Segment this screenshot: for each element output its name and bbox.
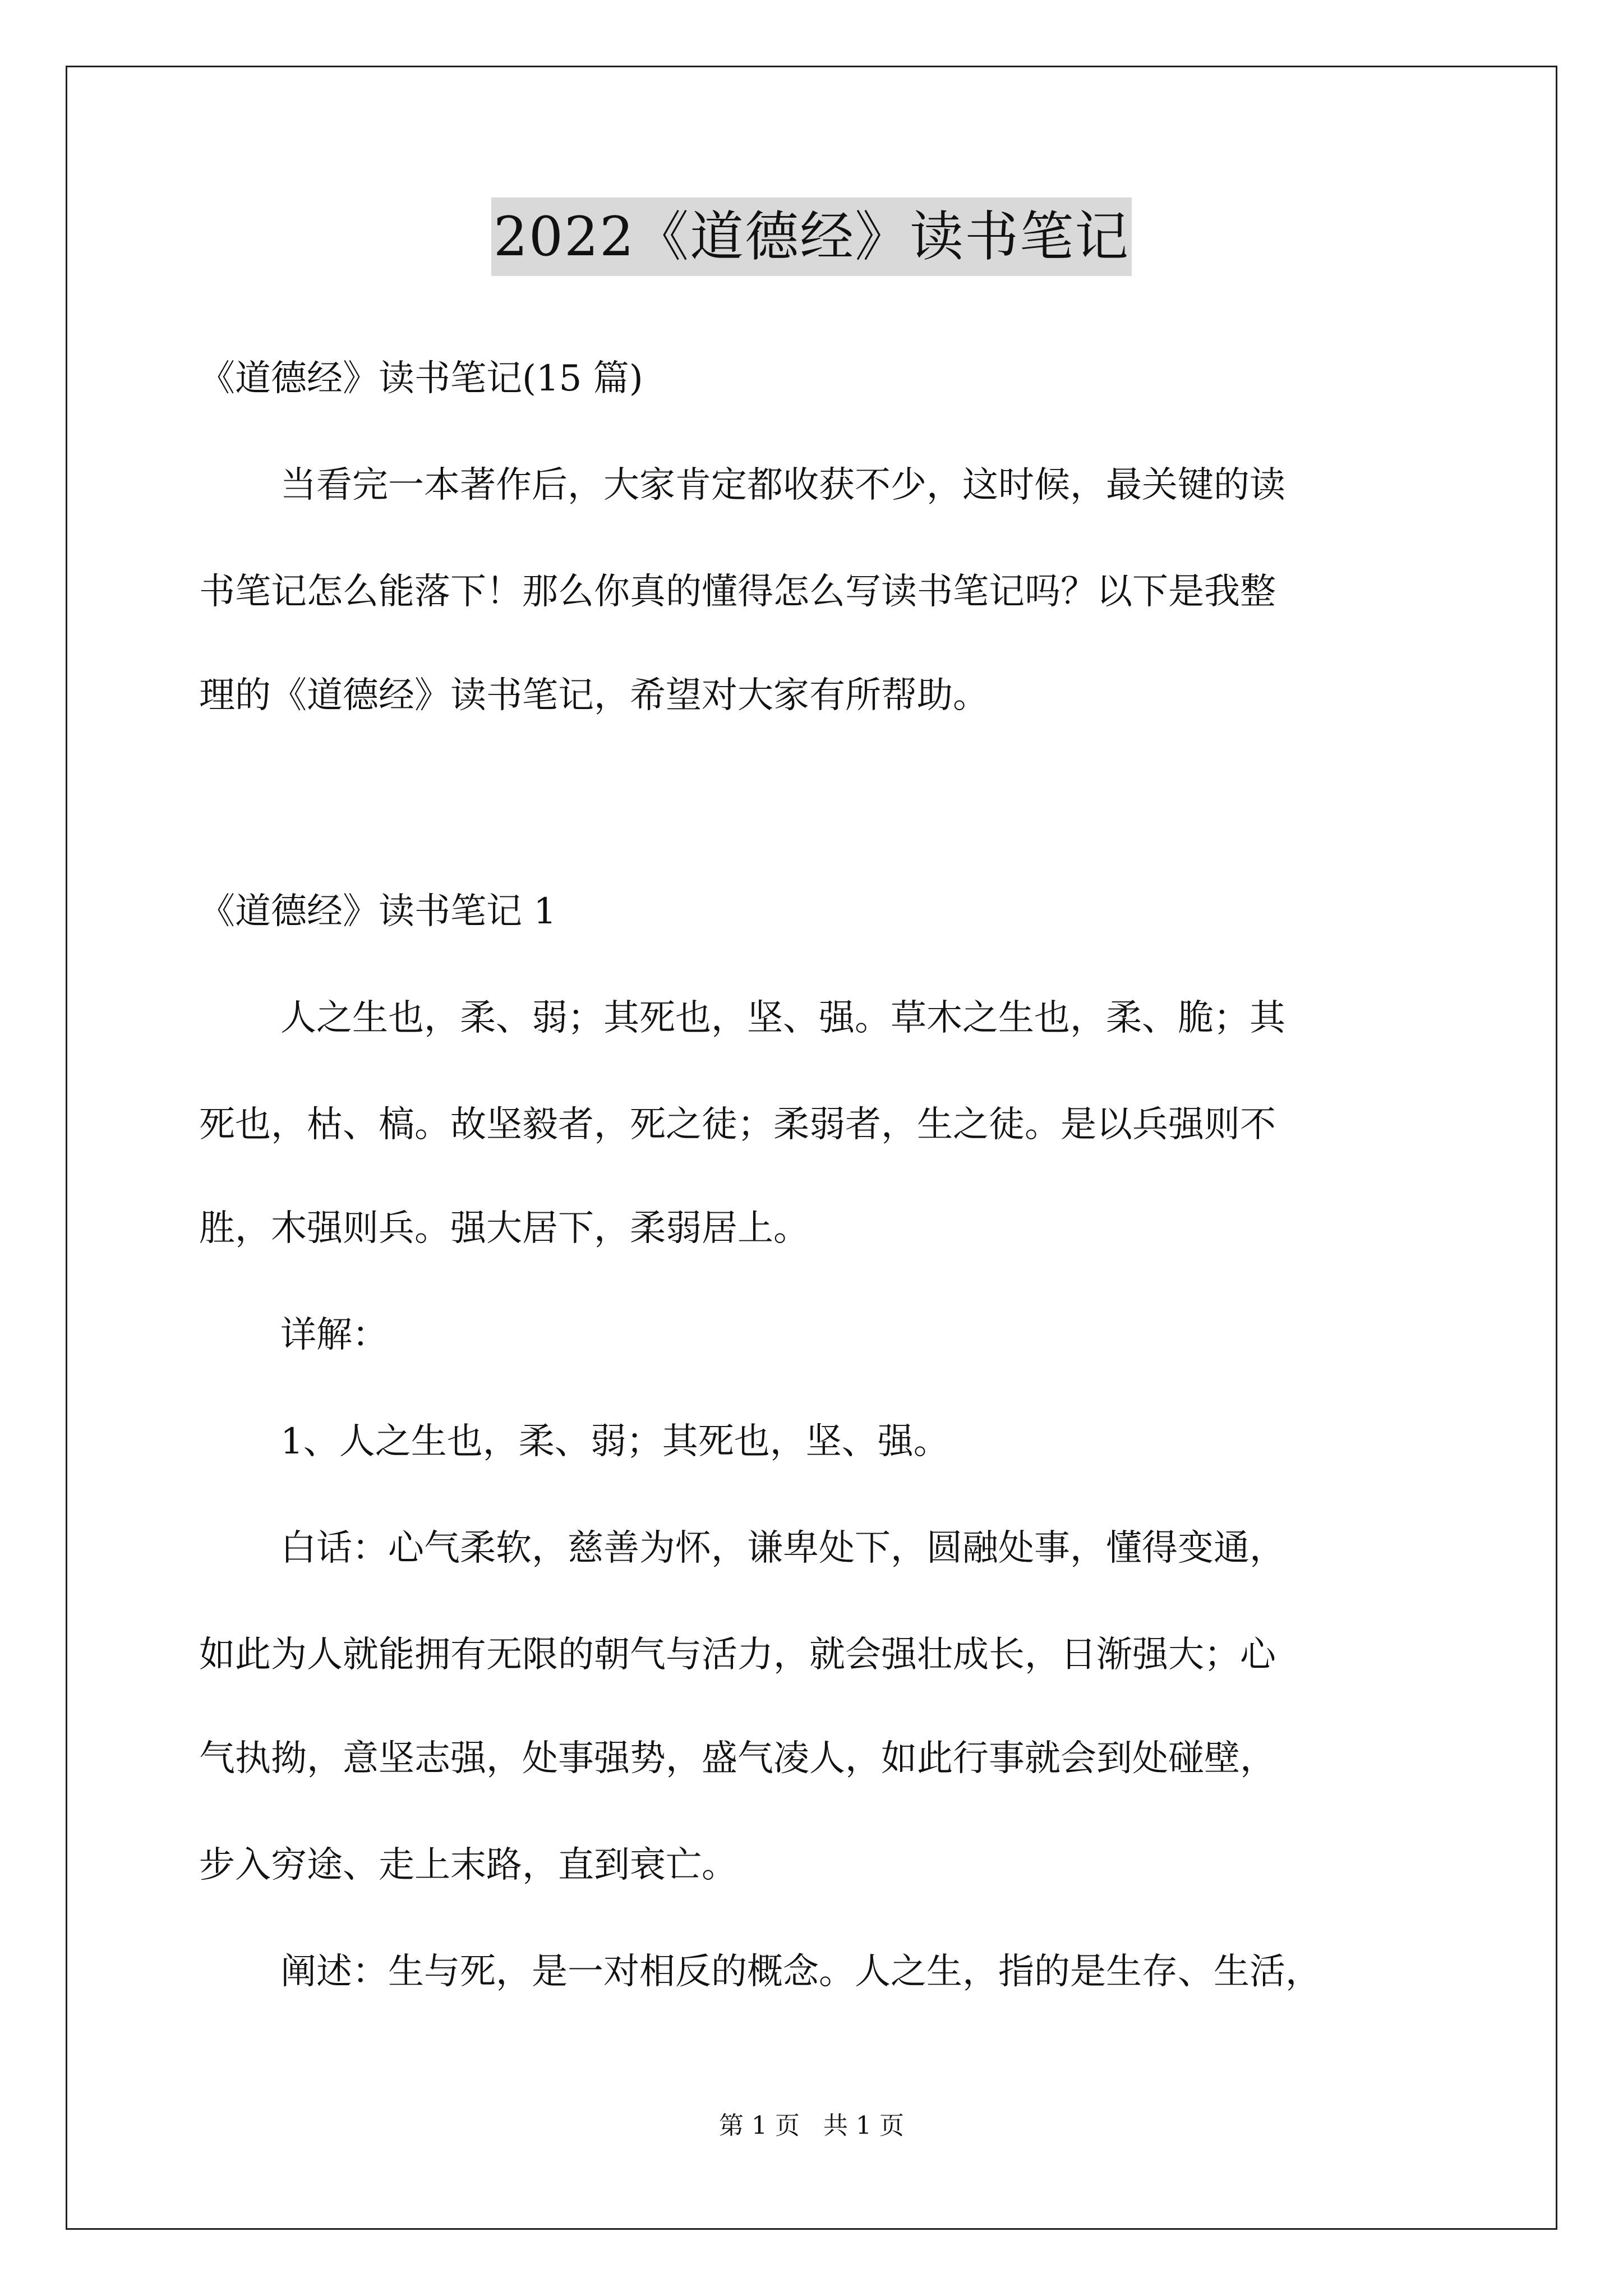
- quote-line-1: 人之生也，柔、弱；其死也，坚、强。草木之生也，柔、脆；其: [280, 997, 1285, 1039]
- intro-line-2: 书笔记怎么能落下！那么你真的懂得怎么写读书笔记吗？以下是我整: [199, 571, 1276, 613]
- title-container: [0, 197, 1623, 276]
- intro-line-1: 当看完一本著作后，大家肯定都收获不少，这时候，最关键的读: [280, 464, 1285, 506]
- intro-line-3: 理的《道德经》读书笔记，希望对大家有所帮助。: [199, 675, 989, 716]
- quote-line-3: 胜，木强则兵。强大居下，柔弱居上。: [199, 1208, 809, 1249]
- quote-line-2: 死也，枯、槁。故坚毅者，死之徒；柔弱者，生之徒。是以兵强则不: [199, 1104, 1276, 1145]
- section-heading: 《道德经》读书笔记 1: [199, 891, 557, 932]
- page-total: 共 1 页: [823, 2111, 904, 2140]
- plain-line-1: 白话：心气柔软，慈善为怀，谦卑处下，圆融处事，懂得变通，: [280, 1527, 1285, 1569]
- page-number: 第 1 页: [719, 2111, 800, 2140]
- plain-line-4: 步入穷途、走上末路，直到衰亡。: [199, 1844, 737, 1886]
- explain-line-1: 阐述：生与死，是一对相反的概念。人之生，指的是生存、生活，: [280, 1951, 1321, 1993]
- plain-line-2: 如此为人就能拥有无限的朝气与活力，就会强壮成长，日渐强大；心: [199, 1634, 1276, 1676]
- document-subtitle: 《道德经》读书笔记(15 篇): [199, 358, 643, 399]
- point-1: 1、人之生也，柔、弱；其死也，坚、强。: [280, 1421, 949, 1462]
- plain-line-3: 气执拗，意坚志强，处事强势，盛气凌人，如此行事就会到处碰壁，: [199, 1738, 1276, 1779]
- detail-label: 详解：: [280, 1314, 388, 1356]
- page-footer: [0, 2109, 1623, 2143]
- document-title: 2022《道德经》读书笔记: [491, 197, 1132, 276]
